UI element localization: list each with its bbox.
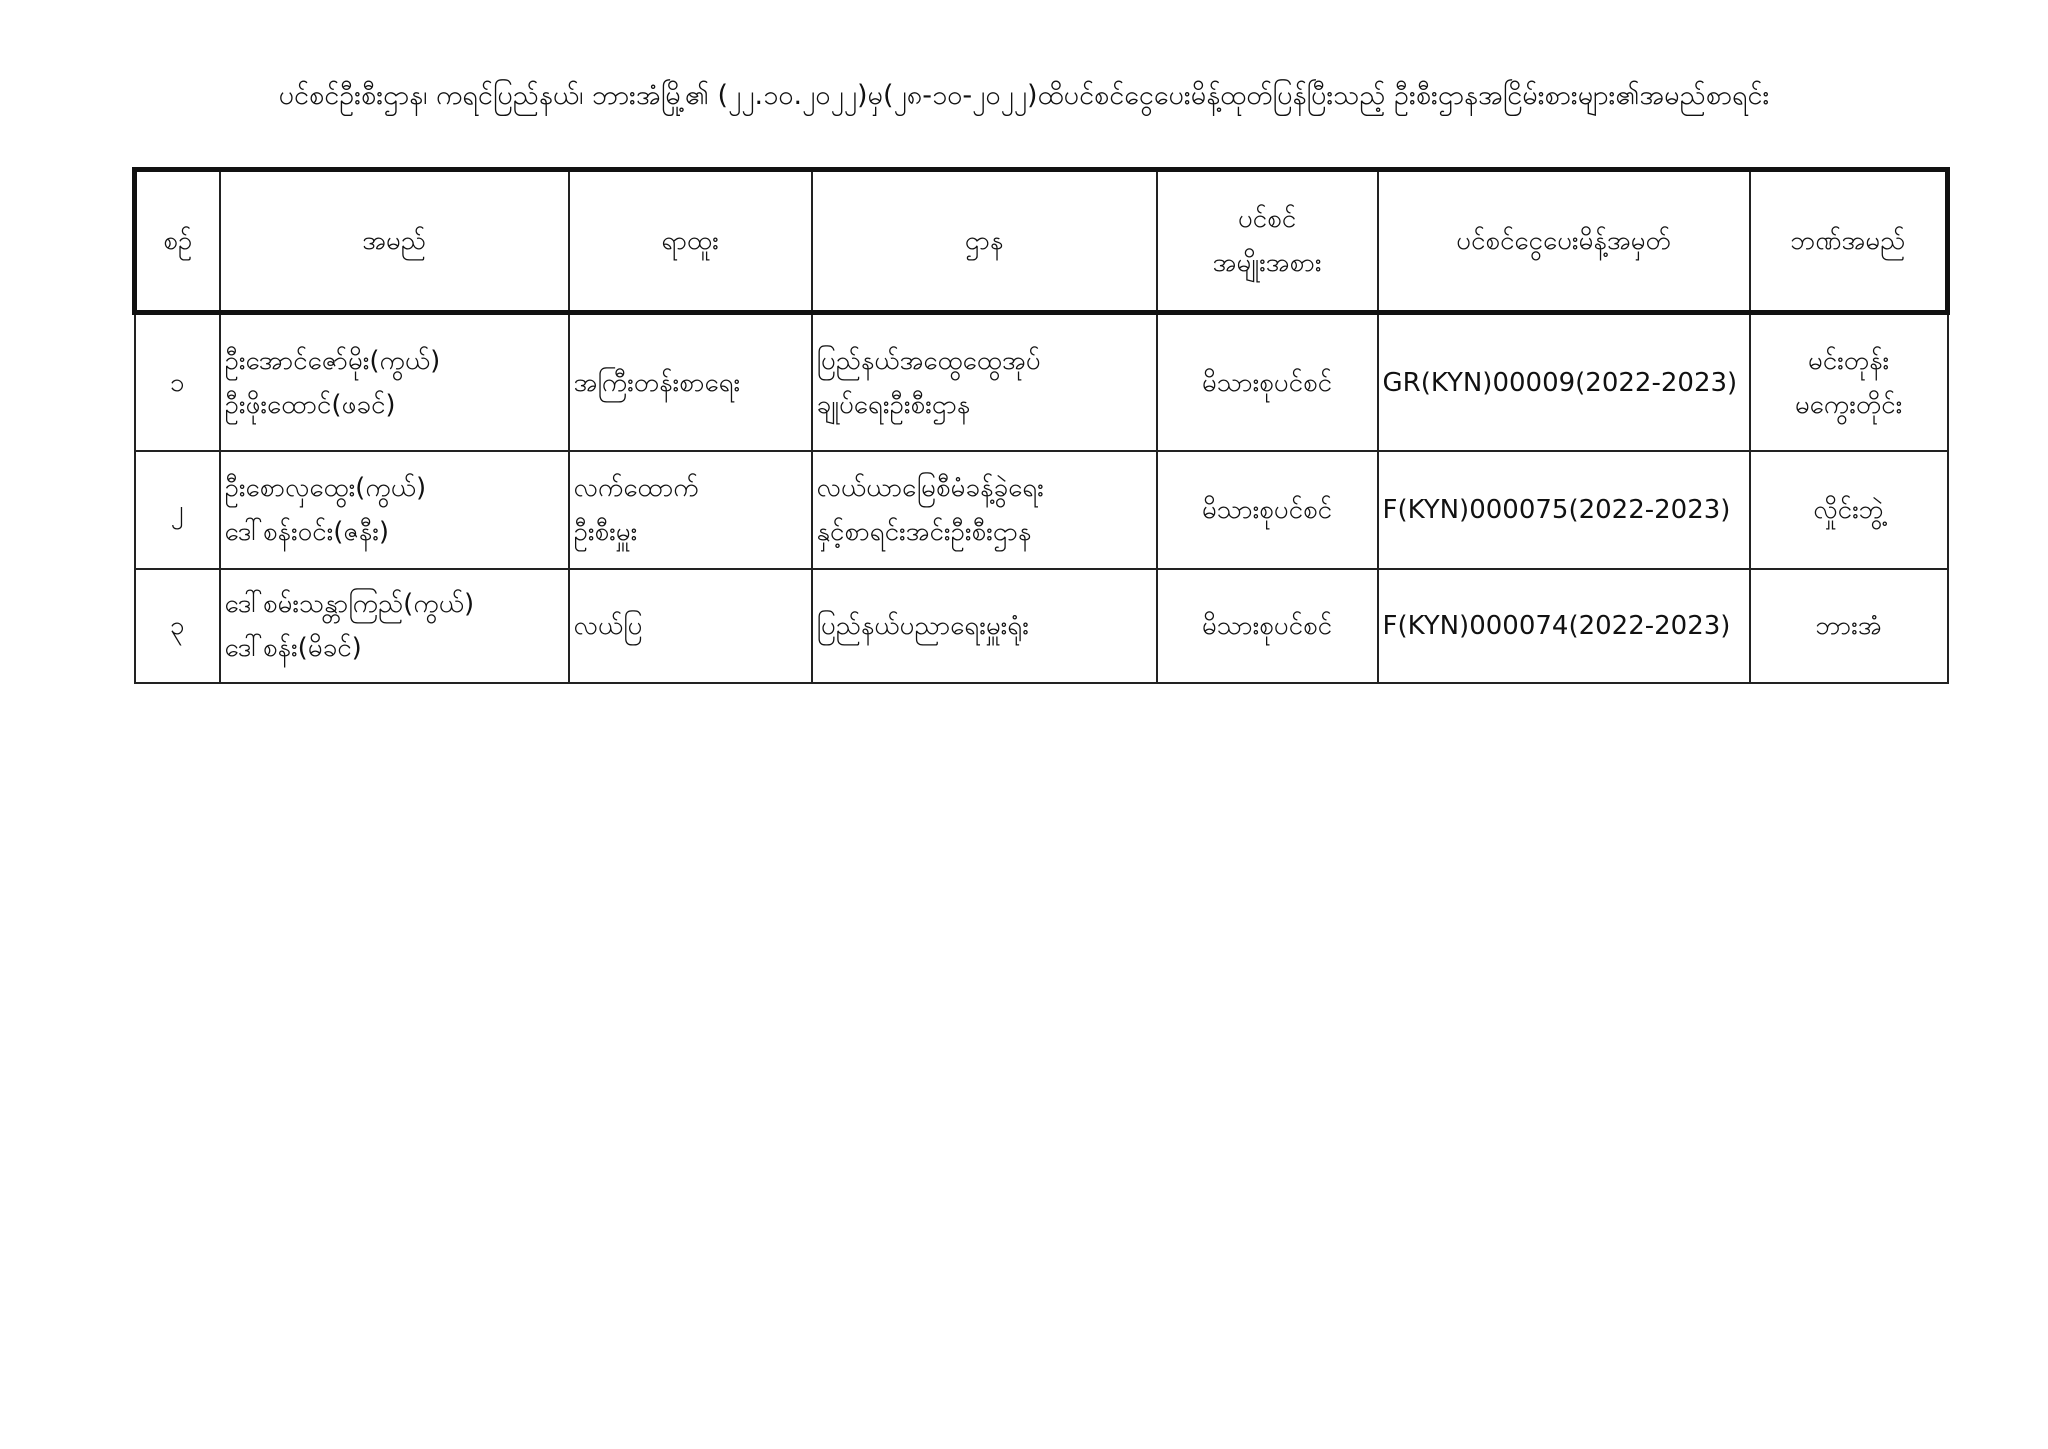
- header-rank: ရာထူး: [569, 170, 812, 313]
- header-pension-type-line1: ပင်စင်: [1237, 204, 1297, 234]
- cell-name: [220, 569, 569, 683]
- cell-rank: [569, 451, 812, 569]
- cell-pension-type: မိသားစုပင်စင်: [1157, 451, 1378, 569]
- cell-name: [220, 451, 569, 569]
- cell-rank-line1: လက်ထောက်: [573, 473, 699, 503]
- page-title: ပင်စင်ဦးစီးဌာန၊ ကရင်ပြည်နယ်၊ ဘားအံမြို့၏ (၂၂.၁၀.၂၀၂၂)မှ(၂၈-၁၀-၂၀၂၂)ထိပင်စင်ငွေပေးမိန့်ထုတ်ပြန်ပြီးသည့် ဦးစီးဌာနအငြိမ်းစားများ၏အမည်စာရင်း: [278, 80, 1770, 111]
- table-header-row: [135, 170, 1948, 313]
- table-row: [135, 313, 1948, 452]
- header-pension-type: [1157, 170, 1378, 313]
- cell-department: [812, 451, 1157, 569]
- cell-pension-type: မိသားစုပင်စင်: [1157, 313, 1378, 452]
- cell-department: ပြည်နယ်ပညာရေးမှူးရုံး: [812, 569, 1157, 683]
- cell-order-no: F(KYN)000075(2022-2023): [1378, 451, 1750, 569]
- cell-no: ၁: [135, 313, 220, 452]
- cell-order-no: F(KYN)000074(2022-2023): [1378, 569, 1750, 683]
- cell-bank: ဘားအံ: [1750, 569, 1948, 683]
- cell-pension-type: မိသားစုပင်စင်: [1157, 569, 1378, 683]
- cell-name-line1: ဦးအောင်ဇော်မိုး(ကွယ်): [224, 345, 441, 376]
- cell-no: ၃: [135, 569, 220, 683]
- header-order-no: ပင်စင်ငွေပေးမိန့်အမှတ်: [1378, 170, 1750, 313]
- cell-department: [812, 313, 1157, 452]
- header-no: စဉ်: [135, 170, 220, 313]
- table-row: [135, 451, 1948, 569]
- cell-department-line2: ချုပ်ရေးဦးစီးဌာန: [816, 389, 971, 420]
- cell-rank: အကြီးတန်းစာရေး: [569, 313, 812, 452]
- cell-no: ၂: [135, 451, 220, 569]
- table-row: [135, 569, 1948, 683]
- cell-bank-line2: မကွေးတိုင်း: [1794, 389, 1903, 420]
- header-pension-type-line2: အမျိုးအစား: [1212, 248, 1322, 278]
- cell-department-line1: ပြည်နယ်အထွေထွေအုပ်: [816, 345, 1041, 376]
- cell-bank: လှိုင်းဘွဲ့: [1750, 451, 1948, 569]
- header-bank: ဘဏ်အမည်: [1750, 170, 1948, 313]
- header-department: ဌာန: [812, 170, 1157, 313]
- cell-name-line2: ဒေါ်စန်း(မိခင်): [224, 633, 362, 663]
- cell-name: [220, 313, 569, 452]
- cell-department-line2: နှင့်စာရင်းအင်းဦးစီးဌာန: [816, 517, 1032, 547]
- cell-name-line2: ဦးဖိုးထောင်(ဖခင်): [224, 389, 396, 420]
- cell-name-line1: ဒေါ်စမ်းသန္တာကြည်(ကွယ်): [224, 589, 475, 619]
- cell-department-line1: လယ်ယာမြေစီမံခန့်ခွဲရေး: [816, 473, 1044, 503]
- cell-name-line2: ဒေါ်စန်းဝင်း(ဇနီး): [224, 517, 390, 547]
- cell-order-no: GR(KYN)00009(2022-2023): [1378, 313, 1750, 452]
- cell-bank-line1: မင်းတုန်း: [1807, 345, 1890, 376]
- cell-rank: လယ်ပြ: [569, 569, 812, 683]
- cell-name-line1: ဦးစောလှထွေး(ကွယ်): [224, 473, 427, 503]
- pensioner-table: [132, 167, 1950, 684]
- cell-bank: [1750, 313, 1948, 452]
- cell-rank-line2: ဦးစီးမှူး: [573, 517, 638, 547]
- header-name: အမည်: [220, 170, 569, 313]
